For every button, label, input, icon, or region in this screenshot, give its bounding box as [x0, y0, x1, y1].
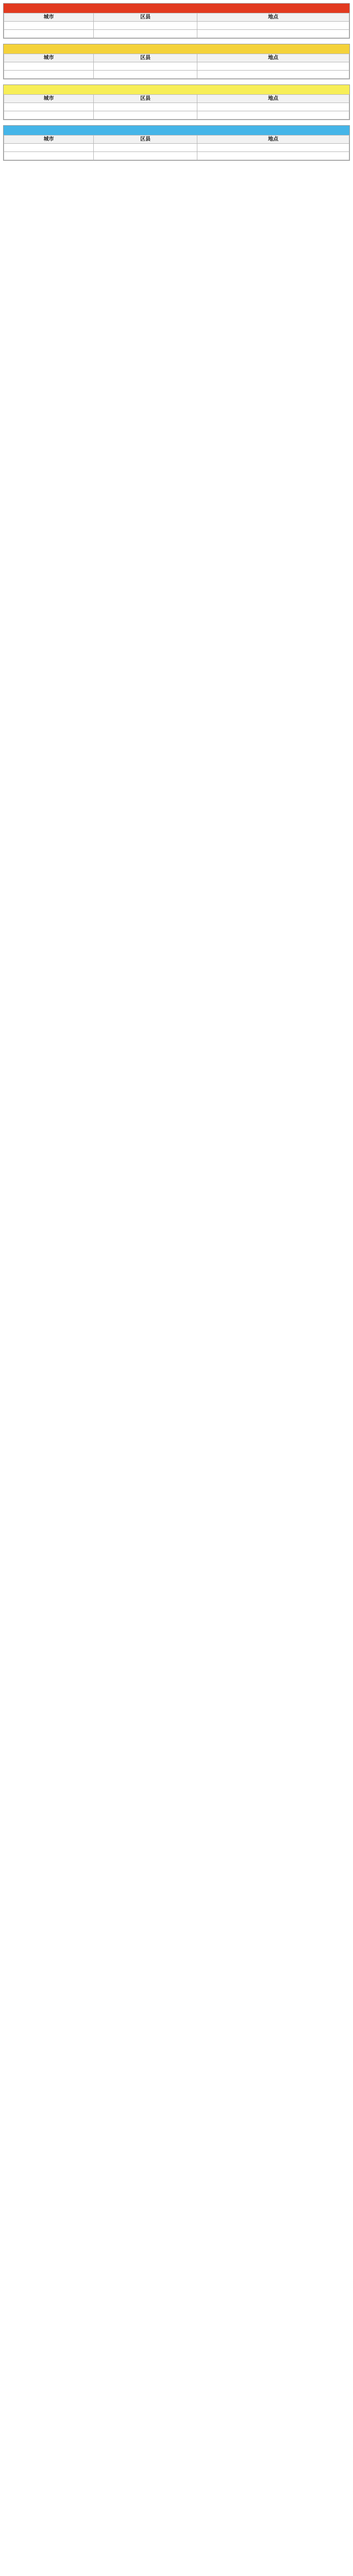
- cell-place: [197, 111, 349, 120]
- section-1-header-row: [4, 13, 349, 22]
- cell-city: [4, 103, 94, 111]
- cell-place: [197, 144, 349, 152]
- cell-district: [94, 22, 197, 30]
- table-row: [4, 22, 349, 30]
- cell-place: [197, 62, 349, 71]
- column-header-place: 地点: [197, 135, 349, 144]
- cell-district: [94, 62, 197, 71]
- table-row: [4, 71, 349, 79]
- cell-district: [94, 103, 197, 111]
- section-2-header: [4, 44, 349, 54]
- table-row: [4, 144, 349, 152]
- section-4-table: [4, 135, 349, 160]
- cell-city: [4, 152, 94, 160]
- column-header-city: 城市: [4, 13, 94, 22]
- section-2-table: [4, 54, 349, 79]
- column-header-place: 地点: [197, 95, 349, 103]
- section-1-table: [4, 13, 349, 38]
- cell-city: [4, 30, 94, 38]
- cell-place: [197, 103, 349, 111]
- cell-district: [94, 71, 197, 79]
- section-4-header: [4, 126, 349, 135]
- page: [0, 0, 353, 172]
- table-row: [4, 152, 349, 160]
- column-header-place: 地点: [197, 13, 349, 22]
- section-3: [3, 84, 350, 120]
- cell-city: [4, 22, 94, 30]
- section-1: [3, 3, 350, 39]
- table-row: [4, 62, 349, 71]
- cell-district: [94, 144, 197, 152]
- column-header-place: 地点: [197, 54, 349, 62]
- section-3-header-row: [4, 95, 349, 103]
- cell-city: [4, 111, 94, 120]
- column-header-district: 区县: [94, 135, 197, 144]
- table-row: [4, 30, 349, 38]
- section-2: [3, 44, 350, 79]
- cell-place: [197, 71, 349, 79]
- column-header-city: 城市: [4, 54, 94, 62]
- cell-city: [4, 62, 94, 71]
- section-1-header: [4, 4, 349, 13]
- column-header-district: 区县: [94, 95, 197, 103]
- table-row: [4, 111, 349, 120]
- section-4-header-row: [4, 135, 349, 144]
- cell-district: [94, 152, 197, 160]
- column-header-district: 区县: [94, 13, 197, 22]
- section-3-table: [4, 94, 349, 120]
- column-header-city: 城市: [4, 135, 94, 144]
- cell-district: [94, 30, 197, 38]
- column-header-city: 城市: [4, 95, 94, 103]
- cell-district: [94, 111, 197, 120]
- table-row: [4, 103, 349, 111]
- column-header-district: 区县: [94, 54, 197, 62]
- cell-place: [197, 152, 349, 160]
- section-2-header-row: [4, 54, 349, 62]
- cell-place: [197, 22, 349, 30]
- cell-city: [4, 144, 94, 152]
- section-4: [3, 125, 350, 161]
- cell-city: [4, 71, 94, 79]
- cell-place: [197, 30, 349, 38]
- section-3-header: [4, 85, 349, 94]
